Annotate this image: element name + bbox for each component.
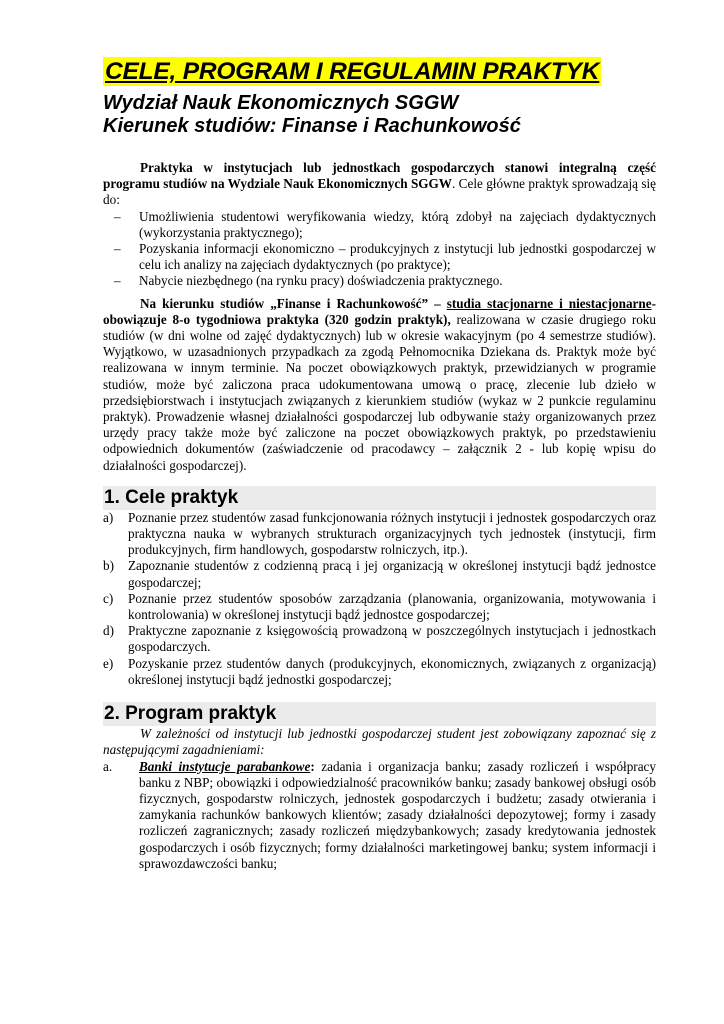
list-item: d) Praktyczne zapoznanie z księgowością prowadzoną w poszczególnych instytucjach i jednostkach gospodarczych. xyxy=(103,623,656,655)
section-2-list xyxy=(103,759,656,872)
list-item: a) Poznanie przez studentów zasad funkcjonowania różnych instytucji i jednostek gospodarczych oraz praktyczna nauka w wybranych strukturach organizacyjnych tych jednostek (instytucji, firm produkcyjnych, firm handlowych, gospodarstw rolniczych, itp.). xyxy=(103,509,656,558)
section-1-heading: 1. Cele praktyk xyxy=(103,486,656,510)
list-item: – Umożliwienia studentowi weryfikowania wiedzy, którą zdobył na zajęciach dydaktycznych (wykorzystania praktycznego); xyxy=(114,208,656,240)
list-item: b) Zapoznanie studentów z codzienną pracą i jej organizacją w określonej instytucji bądź jednostce gospodarczej; xyxy=(103,558,656,590)
section-2-heading: 2. Program praktyk xyxy=(103,702,656,726)
goals-list xyxy=(103,209,656,290)
section-1-list xyxy=(103,510,656,688)
schedule-rest: realizowana w czasie drugiego roku studiów (w dni wolne od zajęć dydaktycznych) lub w okresie wakacyjnym (po 4 semestrze studiów). Wyjątkowo, w uzasadnionych przypadkach za zgodą Pełnomocnika Dziekana ds. Praktyk może być realizowana w innym terminie. Na poczet obowiązkowych praktyk, przewidzianych w programie studiów, może być zaliczona praca udokumentowana umową o pracę, zlecenie lub dzieło w przedsiębiorstwach i instytucjach związanych z kierunkiem studiów (wykaz w 2 punkcie regulaminu praktyk). Prowadzenie własnej działalności gospodarczej lub odbywanie staży organizowanych przez urzędy pracy także może być zaliczone na poczet obowiązkowych praktyk, po przedstawieniu odpowiednich dokumentów (zaświadczenie od pracodawcy – załącznik 2 - lub kopię wpisu do działalności gospodarczej). xyxy=(103,311,656,473)
list-item: a. Banki instytucje parabankowe: zadania i organizacja banku; zasady rozliczeń i współpracy banku z NBP; obowiązki i odpowiedzialność pracowników banku; zasady bankowej obsługi osób fizycznych, gospodarstw rolniczych, jednostek gospodarczych i budżetu; zasady otwierania i zamykania rachunków bankowych klientów; zasady działalności depozytowej; formy i zasady rozliczeń zagranicznych; zasady rozliczeń międzybankowych; zasady kredytowania jednostek gospodarczych i osób fizycznych; formy działalności marketingowej banku; system informacji i sprawozdawczości banku; xyxy=(103,758,656,871)
section-2-intro: W zależności od instytucji lub jednostki gospodarczej student jest zobowiązany zapoznać się z następującymi zagadnieniami: xyxy=(103,726,656,758)
list-item: c) Poznanie przez studentów sposobów zarządzania (planowania, organizowania, motywowania i kontrolowania) w określonej instytucji bądź jednostce gospodarczej; xyxy=(103,590,656,623)
schedule-paragraph xyxy=(103,296,656,474)
schedule-bold-b: - obowiązuje 8-o tygodniowa praktyka (320 godzin praktyk), xyxy=(103,295,656,327)
intro-bold-lead: Praktyka w instytucjach lub jednostkach gospodarczych stanowi integralną część programu studiów na Wydziale Nauk Ekonomicznych SGGW xyxy=(103,160,656,192)
list-item: e) Pozyskanie przez studentów danych (produkcyjnych, ekonomicznych, związanych z organizacją) określonej instytucji bądź jednostki gospodarczej; xyxy=(103,655,656,687)
item-a-label: Banki instytucje parabankowe xyxy=(139,758,311,774)
list-item: – Nabycie niezbędnego (na rynku pracy) doświadczenia praktycznego. xyxy=(114,273,503,289)
document-title: CELE, PROGRAM I REGULAMIN PRAKTYK xyxy=(105,58,600,85)
schedule-underlined: studia stacjonarne i niestacjonarne xyxy=(446,295,652,311)
list-item: – Pozyskania informacji ekonomiczno – produkcyjnych z instytucji lub jednostki gospodarczej w celu ich analizy na zajęciach dydaktycznych (po praktyce); xyxy=(114,241,656,273)
intro-rest: . Cele główne praktyk sprowadzają się do: xyxy=(103,176,656,208)
field-subtitle: Kierunek studiów: Finanse i Rachunkowość xyxy=(103,115,521,137)
faculty-subtitle: Wydział Nauk Ekonomicznych SGGW xyxy=(103,92,459,114)
schedule-bold-a: Na kierunku studiów „Finanse i Rachunkowość” – xyxy=(140,295,447,311)
intro-paragraph xyxy=(103,160,656,209)
